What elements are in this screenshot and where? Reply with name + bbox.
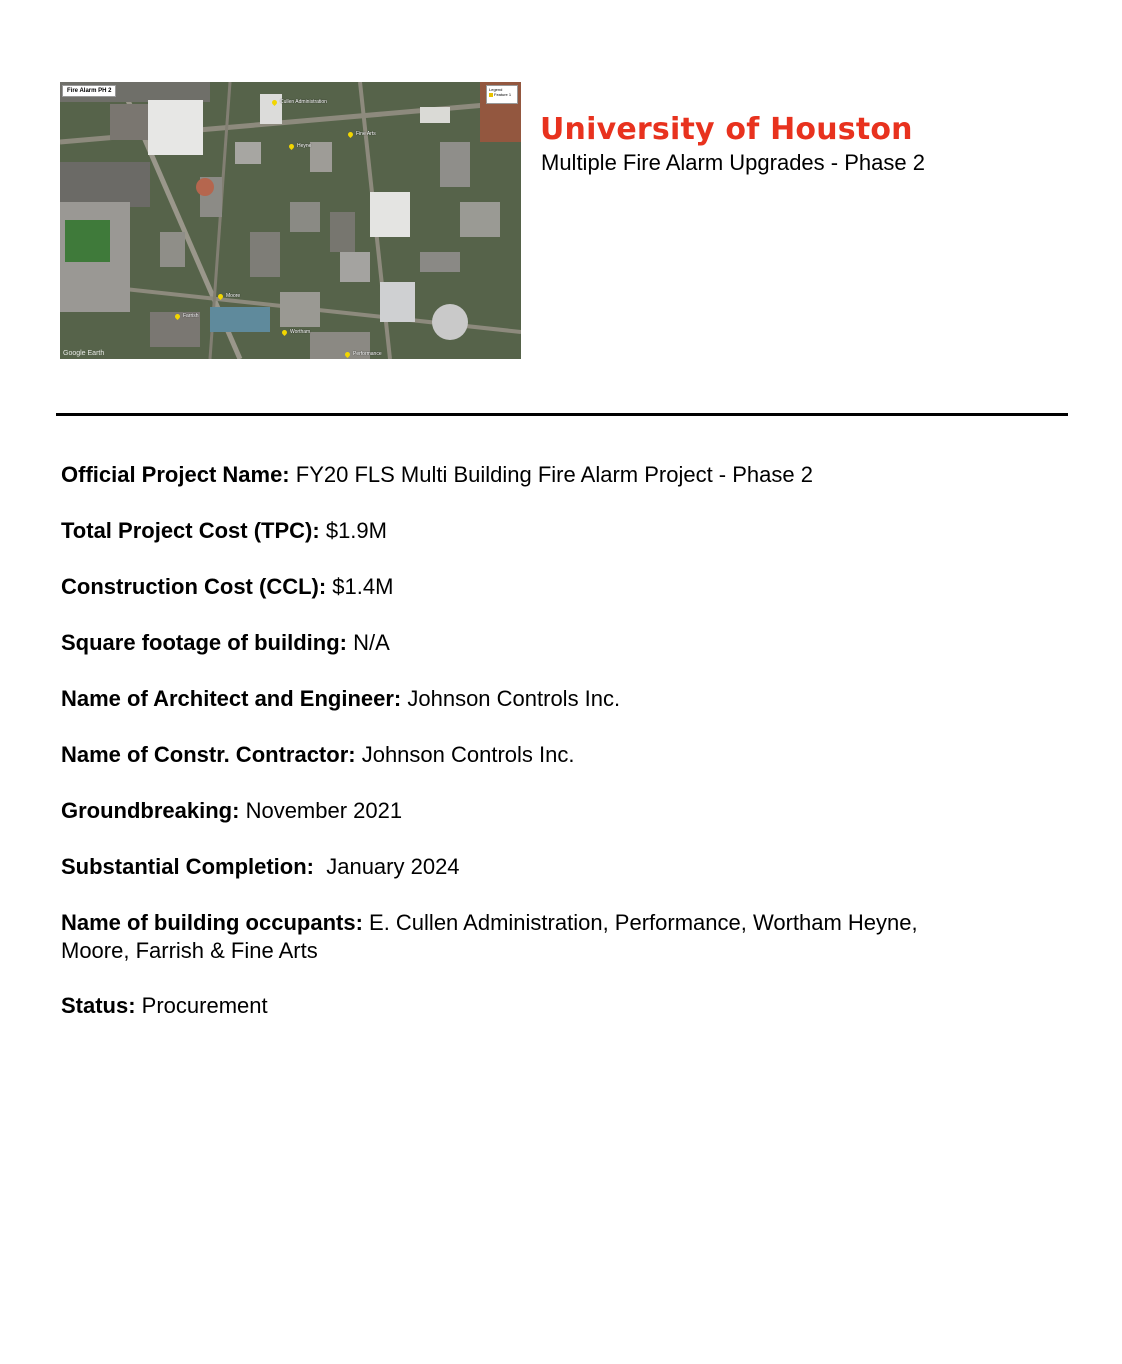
map-pin-label: Farrish xyxy=(183,313,199,319)
field-value: Johnson Controls Inc. xyxy=(401,686,621,711)
legend-swatch xyxy=(489,93,493,97)
legend-item xyxy=(489,92,515,97)
field-label: Square footage of building: xyxy=(61,630,347,655)
field-label: Total Project Cost (TPC): xyxy=(61,518,320,543)
field-architect-engineer xyxy=(61,685,961,713)
campus-aerial-map xyxy=(60,82,521,359)
field-construction-cost xyxy=(61,573,961,601)
field-label: Construction Cost (CCL): xyxy=(61,574,327,599)
field-status xyxy=(61,992,961,1020)
field-value: FY20 FLS Multi Building Fire Alarm Project - Phase 2 xyxy=(289,462,813,487)
map-title: Fire Alarm PH 2 xyxy=(62,85,116,97)
map-pin-label: Performance xyxy=(353,351,382,357)
field-value: Procurement xyxy=(135,993,268,1018)
map-pin-label: Fine Arts xyxy=(356,131,376,137)
field-label: Status: xyxy=(61,993,136,1018)
field-label: Name of Constr. Contractor: xyxy=(61,742,356,767)
field-building-occupants xyxy=(61,909,961,965)
divider xyxy=(56,413,1068,416)
field-square-footage xyxy=(61,629,961,657)
field-value: N/A xyxy=(346,630,390,655)
legend-title: Legend xyxy=(489,87,503,92)
field-total-project-cost xyxy=(61,517,961,545)
map-watermark: Google Earth xyxy=(63,350,105,357)
field-groundbreaking xyxy=(61,797,961,825)
field-constr-contractor xyxy=(61,741,961,769)
field-label: Groundbreaking: xyxy=(61,798,240,823)
field-value: $1.9M xyxy=(319,518,387,543)
field-label: Substantial Completion: xyxy=(61,854,314,879)
map-pin-label: Wortham xyxy=(290,329,311,335)
field-substantial-completion xyxy=(61,853,961,881)
map-pin-label: Cullen Administration xyxy=(280,99,327,105)
map-legend xyxy=(486,85,518,104)
field-value: $1.4M xyxy=(326,574,394,599)
legend-item-label: Feature 1 xyxy=(494,92,512,97)
field-value: January 2024 xyxy=(314,854,460,879)
map-pin-label: Heyne xyxy=(297,143,312,149)
field-official-project-name xyxy=(61,461,961,489)
field-label: Name of building occupants: xyxy=(61,910,363,935)
field-value: Johnson Controls Inc. xyxy=(355,742,575,767)
field-value: November 2021 xyxy=(239,798,403,823)
page-subtitle: Multiple Fire Alarm Upgrades - Phase 2 xyxy=(541,150,925,175)
field-label: Official Project Name: xyxy=(61,462,290,487)
page-title: University of Houston xyxy=(540,112,913,147)
map-pin-label: Moore xyxy=(226,293,241,299)
aerial-image xyxy=(60,82,521,359)
project-fields xyxy=(61,461,961,1048)
field-value: E. Cullen Administration, Performance, Wortham Heyne, Moore, Farrish & Fine Arts xyxy=(61,910,918,963)
field-label: Name of Architect and Engineer: xyxy=(61,686,402,711)
